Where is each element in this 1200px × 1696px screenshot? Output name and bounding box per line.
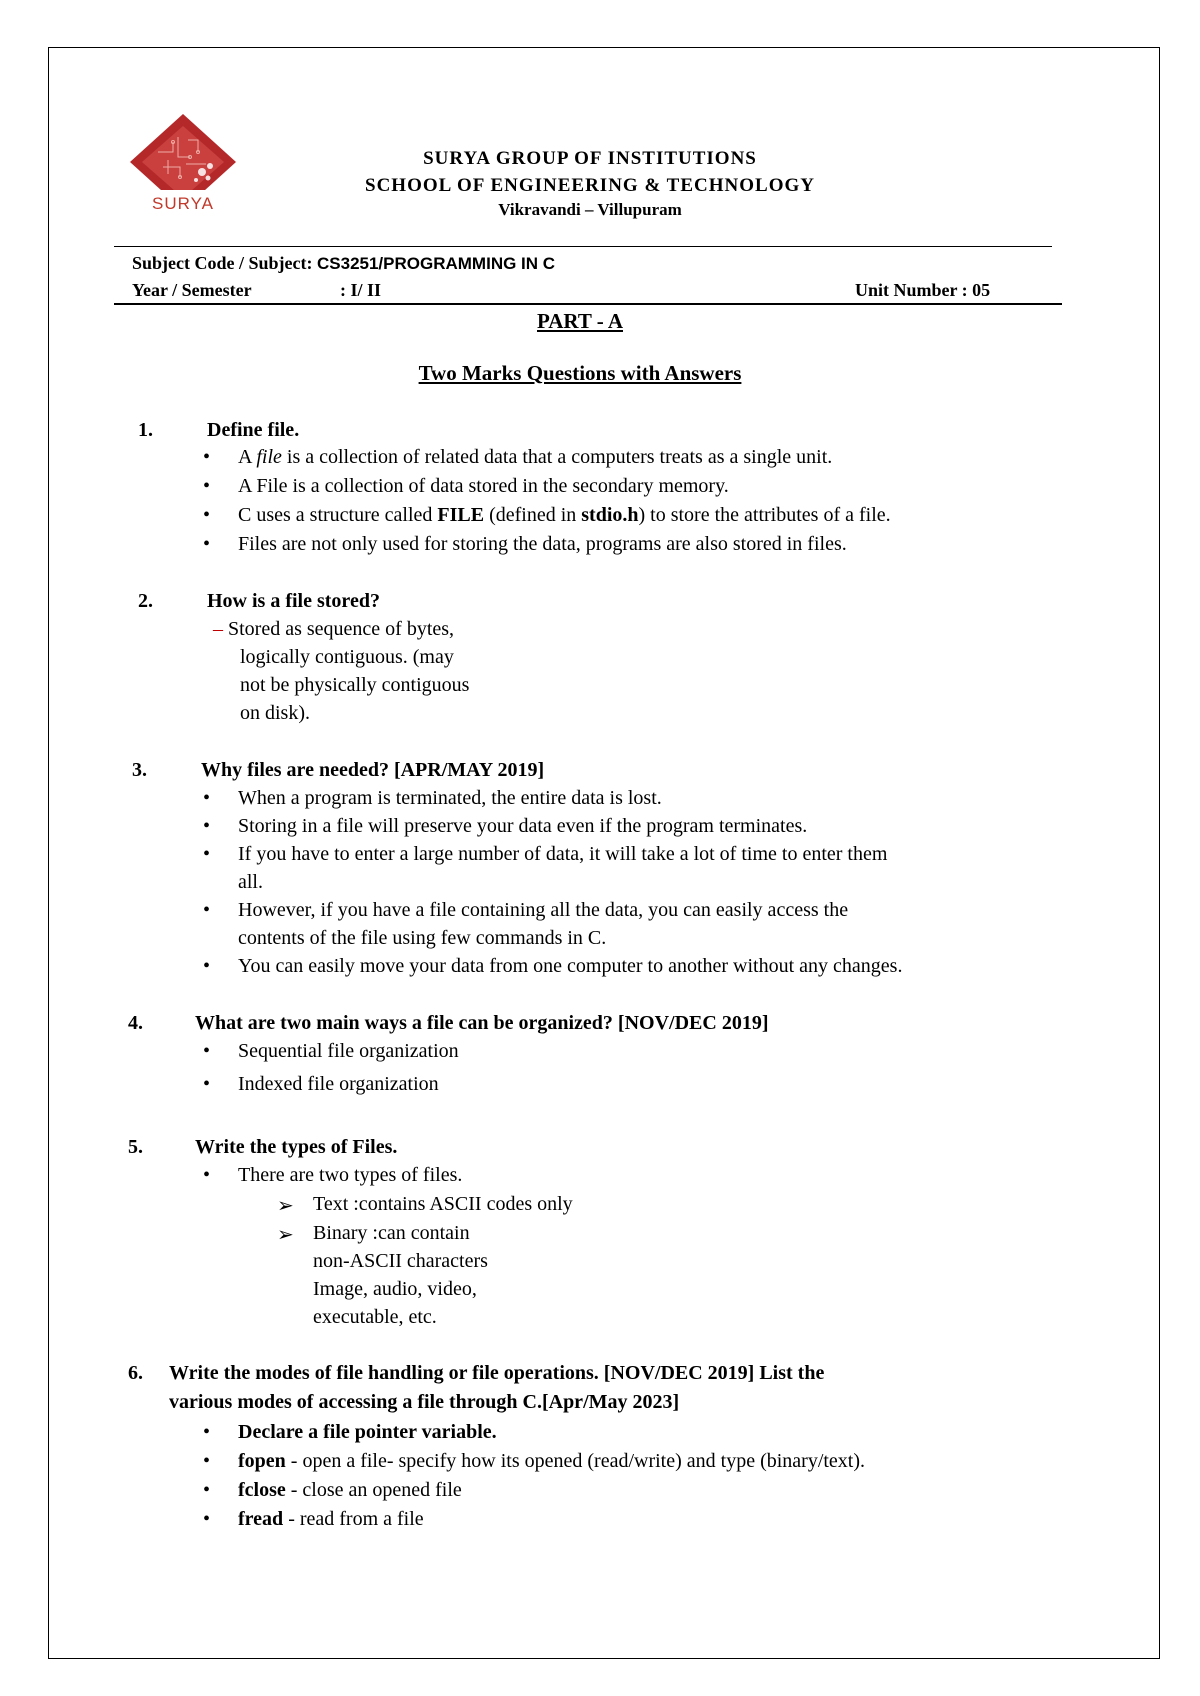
q5-sub-1: Text :contains ASCII codes only — [313, 1193, 573, 1215]
q3-bullet-4b: contents of the file using few commands in C. — [238, 927, 607, 949]
bullet: • — [203, 843, 211, 865]
q6-bullet-2: fopen - open a file- specify how its opened (read/write) and type (binary/text). — [238, 1450, 866, 1472]
bullet: • — [203, 955, 211, 977]
bullet: • — [203, 787, 211, 809]
q2-line-1: – Stored as sequence of bytes, — [213, 618, 455, 640]
subject-line — [132, 253, 555, 274]
q3-title: Why files are needed? [APR/MAY 2019] — [201, 759, 545, 781]
bullet: • — [203, 533, 211, 555]
bullet: • — [203, 446, 211, 468]
arrow-bullet-icon: ➢ — [277, 1195, 294, 1217]
q6-bullet-3: fclose - close an opened file — [238, 1479, 462, 1501]
subject-value: CS3251/PROGRAMMING IN C — [317, 254, 556, 273]
bullet: • — [203, 1073, 211, 1095]
q2-number: 2. — [138, 590, 153, 612]
year-label: Year / Semester — [132, 280, 252, 300]
q1-number: 1. — [138, 419, 153, 441]
bullet: • — [203, 815, 211, 837]
institution-name: SURYA GROUP OF INSTITUTIONS — [423, 148, 757, 169]
q5-sub-2d: executable, etc. — [313, 1306, 437, 1328]
surya-logo — [128, 112, 238, 222]
q6-bullet-4: fread - read from a file — [238, 1508, 424, 1530]
q2-title: How is a file stored? — [207, 590, 380, 612]
q6-title-b: various modes of accessing a file through C.[Apr/May 2023] — [169, 1391, 680, 1413]
year-value: : I/ II — [340, 280, 382, 300]
bullet: • — [203, 504, 211, 526]
bullet: • — [203, 1450, 211, 1472]
header-rule — [114, 246, 1052, 247]
section-title: Two Marks Questions with Answers — [418, 361, 742, 385]
q2-line-4: on disk). — [240, 702, 310, 724]
q6-bullet-1: Declare a file pointer variable. — [238, 1421, 497, 1443]
location: Vikravandi – Villupuram — [498, 200, 682, 219]
meta-rule — [114, 303, 1062, 305]
bullet: • — [203, 1479, 211, 1501]
q3-number: 3. — [132, 759, 147, 781]
q5-sub-2a: Binary :can contain — [313, 1222, 470, 1244]
q4-number: 4. — [128, 1012, 143, 1034]
part-heading: PART - A — [537, 309, 623, 333]
bullet: • — [203, 899, 211, 921]
bullet: • — [203, 1508, 211, 1530]
q1-bullet-2: A File is a collection of data stored in the secondary memory. — [238, 475, 729, 497]
q3-bullet-2: Storing in a file will preserve your data even if the program terminates. — [238, 815, 808, 837]
q5-sub-2b: non-ASCII characters — [313, 1250, 488, 1272]
q2-line-2: logically contiguous. (may — [240, 646, 454, 668]
q3-bullet-1: When a program is terminated, the entire data is lost. — [238, 787, 662, 809]
q4-title: What are two main ways a file can be organized? [NOV/DEC 2019] — [195, 1012, 769, 1034]
q1-bullet-3: C uses a structure called FILE (defined in stdio.h) to store the attributes of a file. — [238, 504, 891, 526]
subject-label: Subject Code / Subject: — [132, 253, 317, 273]
q4-bullet-2: Indexed file organization — [238, 1073, 439, 1095]
arrow-bullet-icon: ➢ — [277, 1224, 294, 1246]
q6-title-a: Write the modes of file handling or file operations. [NOV/DEC 2019] List the — [169, 1362, 825, 1384]
q1-title: Define file. — [207, 419, 300, 441]
bullet: • — [203, 1421, 211, 1443]
logo-text: SURYA — [151, 194, 215, 213]
q5-title: Write the types of Files. — [195, 1136, 398, 1158]
bullet: • — [203, 1164, 211, 1186]
q3-bullet-4a: However, if you have a file containing all the data, you can easily access the — [238, 899, 849, 921]
q5-bullet-1: There are two types of files. — [238, 1164, 463, 1186]
school-name: SCHOOL OF ENGINEERING & TECHNOLOGY — [365, 175, 815, 196]
q5-sub-2c: Image, audio, video, — [313, 1278, 477, 1300]
q2-line-3: not be physically contiguous — [240, 674, 470, 696]
q5-number: 5. — [128, 1136, 143, 1158]
unit-number: Unit Number : 05 — [855, 280, 991, 300]
q1-bullet-1: A file is a collection of related data that a computers treats as a single unit. — [238, 446, 833, 468]
q3-bullet-5: You can easily move your data from one computer to another without any changes. — [238, 955, 903, 977]
bullet: • — [203, 475, 211, 497]
q1-bullet-4: Files are not only used for storing the data, programs are also stored in files. — [238, 533, 847, 555]
q3-bullet-3a: If you have to enter a large number of data, it will take a lot of time to enter them — [238, 843, 888, 865]
q3-bullet-3b: all. — [238, 871, 263, 893]
bullet: • — [203, 1040, 211, 1062]
q6-number: 6. — [128, 1362, 143, 1384]
q4-bullet-1: Sequential file organization — [238, 1040, 459, 1062]
